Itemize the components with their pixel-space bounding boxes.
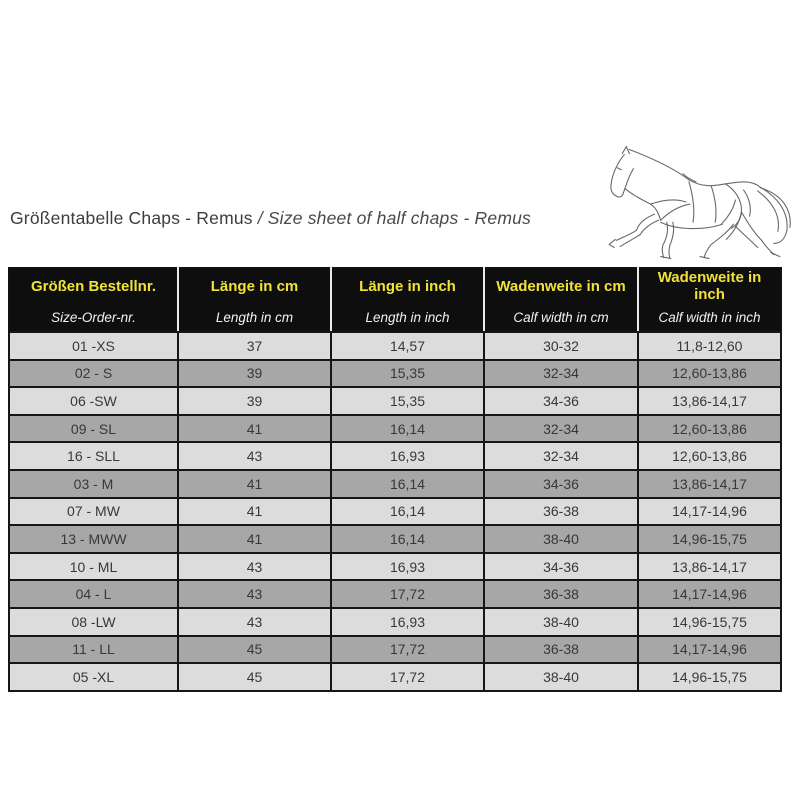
horse-icon — [592, 136, 794, 260]
table-row — [9, 525, 781, 553]
table-cell: 16,14 — [331, 525, 484, 553]
table-cell: 38-40 — [484, 663, 638, 691]
table-cell: 12,60-13,86 — [638, 360, 781, 388]
page-title — [10, 205, 531, 231]
table-cell: 34-36 — [484, 387, 638, 415]
table-cell: 14,57 — [331, 332, 484, 360]
table-cell: 36-38 — [484, 498, 638, 526]
table-cell: 14,17-14,96 — [638, 498, 781, 526]
table-cell: 38-40 — [484, 525, 638, 553]
table-row — [9, 553, 781, 581]
table-cell: 43 — [178, 580, 331, 608]
table-cell: 38-40 — [484, 608, 638, 636]
table-cell: 14,96-15,75 — [638, 525, 781, 553]
table-cell: 05 -XL — [9, 663, 178, 691]
table-cell: 16,93 — [331, 553, 484, 581]
table-cell: 14,17-14,96 — [638, 580, 781, 608]
table-cell: 07 - MW — [9, 498, 178, 526]
table-cell: 14,96-15,75 — [638, 663, 781, 691]
table-row — [9, 498, 781, 526]
table-cell: 45 — [178, 636, 331, 664]
table-cell: 17,72 — [331, 663, 484, 691]
table-cell: 12,60-13,86 — [638, 442, 781, 470]
table-cell: 06 -SW — [9, 387, 178, 415]
table-cell: 34-36 — [484, 553, 638, 581]
table-body — [9, 332, 781, 691]
table-cell: 16,93 — [331, 442, 484, 470]
table-cell: 34-36 — [484, 470, 638, 498]
table-cell: 01 -XS — [9, 332, 178, 360]
table-cell: 03 - M — [9, 470, 178, 498]
page-title-english: Size sheet of half chaps - Remus — [267, 208, 531, 228]
table-row — [9, 415, 781, 443]
table-cell: 32-34 — [484, 415, 638, 443]
table-cell: 16,14 — [331, 470, 484, 498]
table-cell: 09 - SL — [9, 415, 178, 443]
table-cell: 13,86-14,17 — [638, 470, 781, 498]
table-cell: 41 — [178, 415, 331, 443]
table-cell: 16,93 — [331, 608, 484, 636]
table-cell: 16 - SLL — [9, 442, 178, 470]
column-header-length-cm: Länge in cm — [178, 268, 331, 303]
title-separator: / — [257, 208, 263, 228]
table-cell: 43 — [178, 553, 331, 581]
table-cell: 32-34 — [484, 442, 638, 470]
table-cell: 15,35 — [331, 387, 484, 415]
table-cell: 43 — [178, 442, 331, 470]
table-row — [9, 580, 781, 608]
column-subheader-order-nr: Size-Order-nr. — [9, 303, 178, 332]
table-cell: 43 — [178, 608, 331, 636]
table-cell: 41 — [178, 498, 331, 526]
table-cell: 39 — [178, 360, 331, 388]
table-cell: 39 — [178, 387, 331, 415]
table-cell: 41 — [178, 470, 331, 498]
table-row — [9, 442, 781, 470]
table-cell: 36-38 — [484, 580, 638, 608]
table-cell: 37 — [178, 332, 331, 360]
table-cell: 32-34 — [484, 360, 638, 388]
table-cell: 41 — [178, 525, 331, 553]
table-cell: 17,72 — [331, 580, 484, 608]
table-cell: 15,35 — [331, 360, 484, 388]
table-cell: 13,86-14,17 — [638, 553, 781, 581]
table-row — [9, 663, 781, 691]
table-row — [9, 332, 781, 360]
table-cell: 11 - LL — [9, 636, 178, 664]
column-subheader-length-cm: Length in cm — [178, 303, 331, 332]
column-header-calf-cm: Wadenweite in cm — [484, 268, 638, 303]
table-cell: 08 -LW — [9, 608, 178, 636]
table-cell: 16,14 — [331, 415, 484, 443]
table-cell: 10 - ML — [9, 553, 178, 581]
table-cell: 02 - S — [9, 360, 178, 388]
table-cell: 17,72 — [331, 636, 484, 664]
table-cell: 04 - L — [9, 580, 178, 608]
column-header-order-nr: Größen Bestellnr. — [9, 268, 178, 303]
column-subheader-calf-inch: Calf width in inch — [638, 303, 781, 332]
table-row — [9, 470, 781, 498]
column-header-calf-inch: Wadenweite in inch — [638, 268, 781, 303]
table-cell: 13 - MWW — [9, 525, 178, 553]
table-row — [9, 360, 781, 388]
table-cell: 11,8-12,60 — [638, 332, 781, 360]
size-table — [8, 267, 782, 692]
column-subheader-calf-cm: Calf width in cm — [484, 303, 638, 332]
column-subheader-length-inch: Length in inch — [331, 303, 484, 332]
table-cell: 14,17-14,96 — [638, 636, 781, 664]
table-row — [9, 387, 781, 415]
column-header-length-inch: Länge in inch — [331, 268, 484, 303]
table-cell: 12,60-13,86 — [638, 415, 781, 443]
table-header — [9, 268, 781, 332]
table-cell: 16,14 — [331, 498, 484, 526]
table-cell: 13,86-14,17 — [638, 387, 781, 415]
table-cell: 45 — [178, 663, 331, 691]
table-row — [9, 608, 781, 636]
table-header-row-secondary — [9, 303, 781, 332]
horse-illustration — [592, 136, 794, 260]
table-cell: 36-38 — [484, 636, 638, 664]
table-row — [9, 636, 781, 664]
page-title-german: Größentabelle Chaps - Remus — [10, 208, 253, 228]
table-header-row-primary — [9, 268, 781, 303]
table-cell: 30-32 — [484, 332, 638, 360]
table-cell: 14,96-15,75 — [638, 608, 781, 636]
